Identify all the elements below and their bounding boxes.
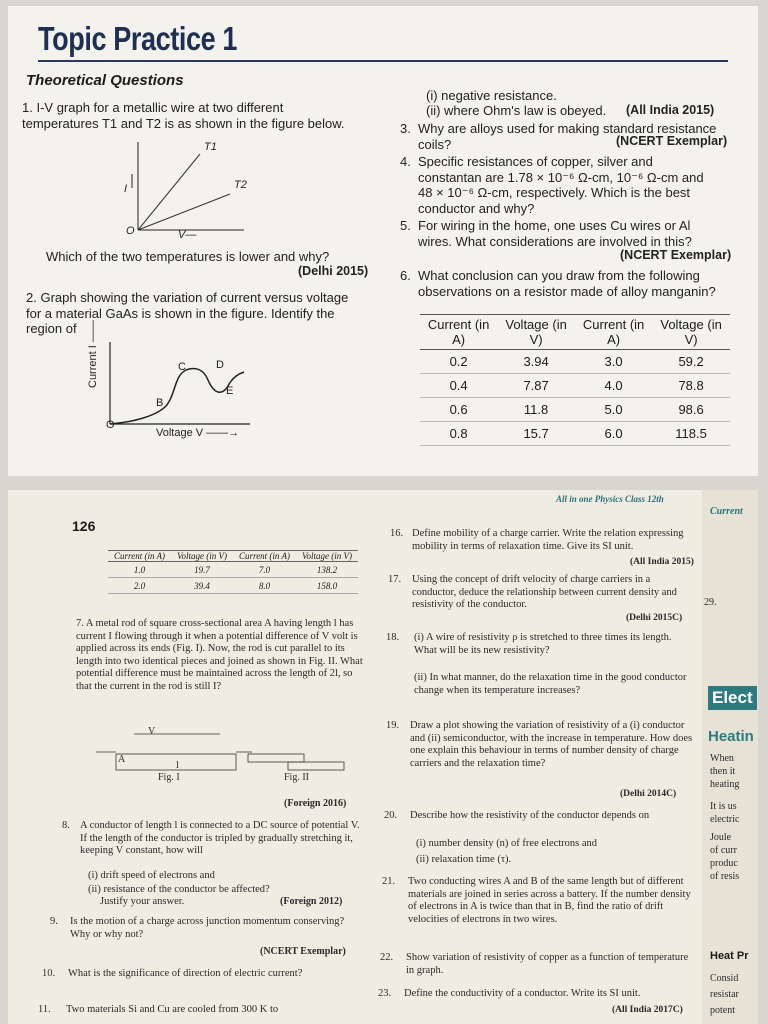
t1-label: T1	[204, 141, 217, 153]
strip-line: resistar	[710, 989, 739, 1000]
column-header: Current (in A)	[420, 315, 497, 350]
strip-line: then it	[710, 766, 736, 777]
strip-line: Joule	[710, 832, 732, 843]
table-cell: 3.94	[497, 350, 575, 374]
question-16-ref: (All India 2015)	[630, 557, 694, 567]
question-10-text: What is the significance of direction of electric current?	[68, 968, 303, 979]
strip-line: of curr	[710, 845, 737, 856]
page-title: Topic Practice 1	[38, 20, 237, 57]
strip-line: produc	[710, 858, 738, 869]
column-header: Voltage (in V)	[497, 315, 575, 350]
question-7-ref: (Foreign 2016)	[284, 798, 347, 809]
strip-elect-badge: Elect	[708, 686, 757, 710]
question-3-ref: (NCERT Exemplar)	[616, 134, 728, 148]
question-22-number: 22.	[380, 952, 394, 963]
table-cell: 19.7	[171, 562, 233, 578]
origin-label: O	[106, 419, 115, 431]
question-6-text: What conclusion can you draw from the following observations on a resistor made of alloy manganin?	[418, 268, 716, 299]
i-axis-label: I	[124, 183, 128, 195]
table-cell: 59.2	[652, 350, 730, 374]
question-18-part-i: (i) A wire of resistivity ρ is stretched to three times its length. What will be its new resistivity?	[414, 632, 672, 656]
continued-table	[108, 550, 358, 594]
question-23-number: 23.	[378, 988, 392, 999]
table-cell: 0.2	[420, 350, 497, 374]
table-cell: 158.0	[296, 578, 358, 594]
top-page	[8, 6, 758, 476]
manganin-table	[420, 314, 730, 446]
question-text: Graph showing the variation of current versus voltage for a material GaAs is shown in the figure. Identify the region of	[26, 290, 349, 336]
strip-line: potent	[710, 1005, 735, 1016]
table-cell: 7.0	[233, 562, 296, 578]
table-cell: 138.2	[296, 562, 358, 578]
running-header: All in one Physics Class 12th	[556, 494, 664, 504]
question-19-number: 19.	[386, 720, 400, 731]
question-4-text: Specific resistances of copper, silver and constantan are 1.78 × 10⁻⁶ Ω-cm, 10⁻⁶ Ω-cm and 48 × 10⁻⁶ Ω-cm, respectively. Which is the best conductor and why?	[418, 154, 704, 216]
question-5-ref: (NCERT Exemplar)	[620, 248, 732, 262]
question-23-ref: (All India 2017C)	[612, 1005, 683, 1015]
table-row	[420, 398, 730, 422]
strip-heat-heading: Heat Pr	[710, 950, 749, 962]
question-4-number: 4.	[400, 154, 411, 169]
question-5-text: For wiring in the home, one uses Cu wires or Al wires. What considerations are involved in this?	[418, 218, 692, 249]
strip-current: Current	[710, 506, 743, 517]
table-row	[420, 374, 730, 398]
strip-line: Consid	[710, 973, 739, 984]
column-header: Current (in A)	[108, 551, 171, 562]
strip-line: When	[710, 753, 734, 764]
table-row	[420, 422, 730, 446]
question-20-number: 20.	[384, 810, 398, 821]
column-header: Voltage (in V)	[171, 551, 233, 562]
point-b: B	[156, 397, 164, 409]
question-11-number: 11.	[38, 1004, 51, 1015]
question-text: I-V graph for a metallic wire at two different temperatures T1 and T2 is as shown in the figure below.	[22, 100, 345, 131]
table-cell: 0.4	[420, 374, 497, 398]
question-2	[26, 290, 362, 337]
question-number: 7.	[76, 618, 84, 629]
question-8-part-ii: (ii) resistance of the conductor be affected?	[88, 884, 270, 895]
point-c: C	[178, 361, 186, 373]
table-cell: 1.0	[108, 562, 171, 578]
column-header: Voltage (in V)	[296, 551, 358, 562]
question-11-text: Two materials Si and Cu are cooled from 300 K to	[66, 1004, 279, 1015]
page-number: 126	[72, 518, 96, 534]
question-17-ref: (Delhi 2015C)	[626, 613, 683, 623]
adjacent-page-strip	[702, 490, 758, 1024]
table-cell: 2.0	[108, 578, 171, 594]
column-header: Voltage (in V)	[652, 315, 730, 350]
question-18-part-ii: (ii) In what manner, do the relaxation time in the good conductor change when its temperature increases?	[414, 672, 687, 696]
question-17-text: Using the concept of drift velocity of charge carriers in a conductor, deduce the relationship between current density and resistivity of the conductor.	[412, 574, 677, 610]
question-9-ref: (NCERT Exemplar)	[260, 946, 346, 957]
t2-line	[138, 194, 230, 230]
table-header-row	[420, 315, 730, 350]
question-1-followup: Which of the two temperatures is lower and why?	[46, 249, 330, 264]
question-3-number: 3.	[400, 121, 411, 136]
question-23-text: Define the conductivity of a conductor. Write its SI unit.	[404, 988, 641, 999]
v-axis-label: V—	[178, 229, 197, 241]
question-2-ref: (All India 2015)	[626, 103, 715, 117]
bottom-page	[8, 490, 758, 1024]
question-9-text: Is the motion of a charge across junction momentum conserving? Why or why not?	[70, 916, 345, 940]
table-cell: 8.0	[233, 578, 296, 594]
gaas-graph	[104, 340, 264, 436]
question-8-ref: (Foreign 2012)	[280, 896, 343, 907]
table-cell: 6.0	[575, 422, 652, 446]
strip-line: electric	[710, 814, 740, 825]
table-cell: 98.6	[652, 398, 730, 422]
current-axis-label: Current I ——	[87, 320, 99, 388]
section-heading: Theoretical Questions	[26, 72, 184, 89]
title-divider	[38, 60, 728, 62]
strip-line: heating	[710, 779, 740, 790]
t2-label: T2	[234, 179, 247, 191]
rod-figures	[92, 730, 352, 780]
question-3-text: Why are alloys used for making standard resistance coils?	[418, 121, 717, 152]
question-number: 2.	[26, 290, 37, 305]
question-5-number: 5.	[400, 218, 411, 233]
question-20-part-i: (i) number density (n) of free electrons and	[416, 838, 598, 849]
strip-line: of resis	[710, 871, 740, 882]
question-16-number: 16.	[390, 528, 404, 539]
point-d: D	[216, 359, 224, 371]
fig-l-label: l	[176, 760, 179, 771]
table-cell: 0.8	[420, 422, 497, 446]
fig-2-caption: Fig. II	[284, 772, 309, 783]
question-10-number: 10.	[42, 968, 56, 979]
question-21-text: Two conducting wires A and B of the same length but of different materials are joined in series across a battery. If the number density of electrons in A is twice than that in B, find the ratio of drift velocities of electrons in two wires.	[408, 876, 691, 925]
question-19-ref: (Delhi 2014C)	[620, 789, 677, 799]
voltage-axis-label: Voltage V ——→	[156, 427, 240, 439]
fig-v-label: V	[148, 726, 156, 737]
strip-line: It is us	[710, 801, 737, 812]
question-7	[76, 618, 368, 693]
question-9-number: 9.	[50, 916, 58, 927]
question-20-text: Describe how the resistivity of the conductor depends on	[410, 810, 650, 821]
fig-1-caption: Fig. I	[158, 772, 180, 783]
origin-label: O	[126, 225, 135, 237]
t1-line	[138, 154, 200, 230]
question-17-number: 17.	[388, 574, 402, 585]
question-21-number: 21.	[382, 876, 396, 887]
gaas-curve	[110, 368, 244, 424]
point-e: E	[226, 385, 234, 397]
fig-a-label: A	[118, 754, 126, 765]
table-cell: 4.0	[575, 374, 652, 398]
question-8-part-i: (i) drift speed of electrons and	[88, 870, 215, 881]
question-20-part-ii: (ii) relaxation time (τ).	[416, 854, 512, 865]
table-row	[108, 562, 358, 578]
table-row	[420, 350, 730, 374]
strip-heating-heading: Heatin	[708, 728, 754, 745]
question-16-text: Define mobility of a charge carrier. Write the relation expressing mobility in terms of relaxation time. Give its SI unit.	[412, 528, 684, 552]
table-cell: 78.8	[652, 374, 730, 398]
column-header: Current (in A)	[575, 315, 652, 350]
table-header-row	[108, 551, 358, 562]
question-text: A metal rod of square cross-sectional area A having length l has current I flowing through it when a potential difference of V volt is applied across its ends (Fig. I). Now, the rod is cut parallel to its length into two identical pieces and joined as shown in Fig. II. What potential difference must be maintained across the length of 2l, so that the current in the rod is still I?	[76, 618, 363, 692]
question-22-text: Show variation of resistivity of copper as a function of temperature in graph.	[406, 952, 689, 976]
question-8-part-iii: Justify your answer.	[100, 896, 185, 907]
table-cell: 15.7	[497, 422, 575, 446]
table-cell: 5.0	[575, 398, 652, 422]
question-6-number: 6.	[400, 268, 411, 283]
question-8-text: A conductor of length l is connected to a DC source of potential V. If the length of the conductor is tripled by gradually stretching it, keeping V constant, how will	[80, 820, 360, 856]
table-cell: 118.5	[652, 422, 730, 446]
question-1-ref: (Delhi 2015)	[298, 264, 369, 278]
question-19-text: Draw a plot showing the variation of resistivity of a (i) conductor and (ii) semiconductor, with the increase in temperature. How does one explain this behaviour in terms of number density of charge carriers and the relaxation time?	[410, 720, 693, 769]
part-ii: (ii) where Ohm's law is obeyed.	[426, 103, 607, 118]
table-cell: 11.8	[497, 398, 575, 422]
column-header: Current (in A)	[233, 551, 296, 562]
question-18-number: 18.	[386, 632, 400, 643]
table-cell: 39.4	[171, 578, 233, 594]
question-8-number: 8.	[62, 820, 70, 831]
table-cell: 0.6	[420, 398, 497, 422]
table-cell: 3.0	[575, 350, 652, 374]
rod-fig-2b	[288, 762, 344, 770]
table-cell: 7.87	[497, 374, 575, 398]
rod-fig-2a	[248, 754, 304, 762]
question-number: 1.	[22, 100, 33, 115]
strip-q29: 29.	[704, 597, 717, 608]
table-row	[108, 578, 358, 594]
question-1	[22, 100, 362, 131]
part-i: (i) negative resistance.	[426, 88, 557, 103]
